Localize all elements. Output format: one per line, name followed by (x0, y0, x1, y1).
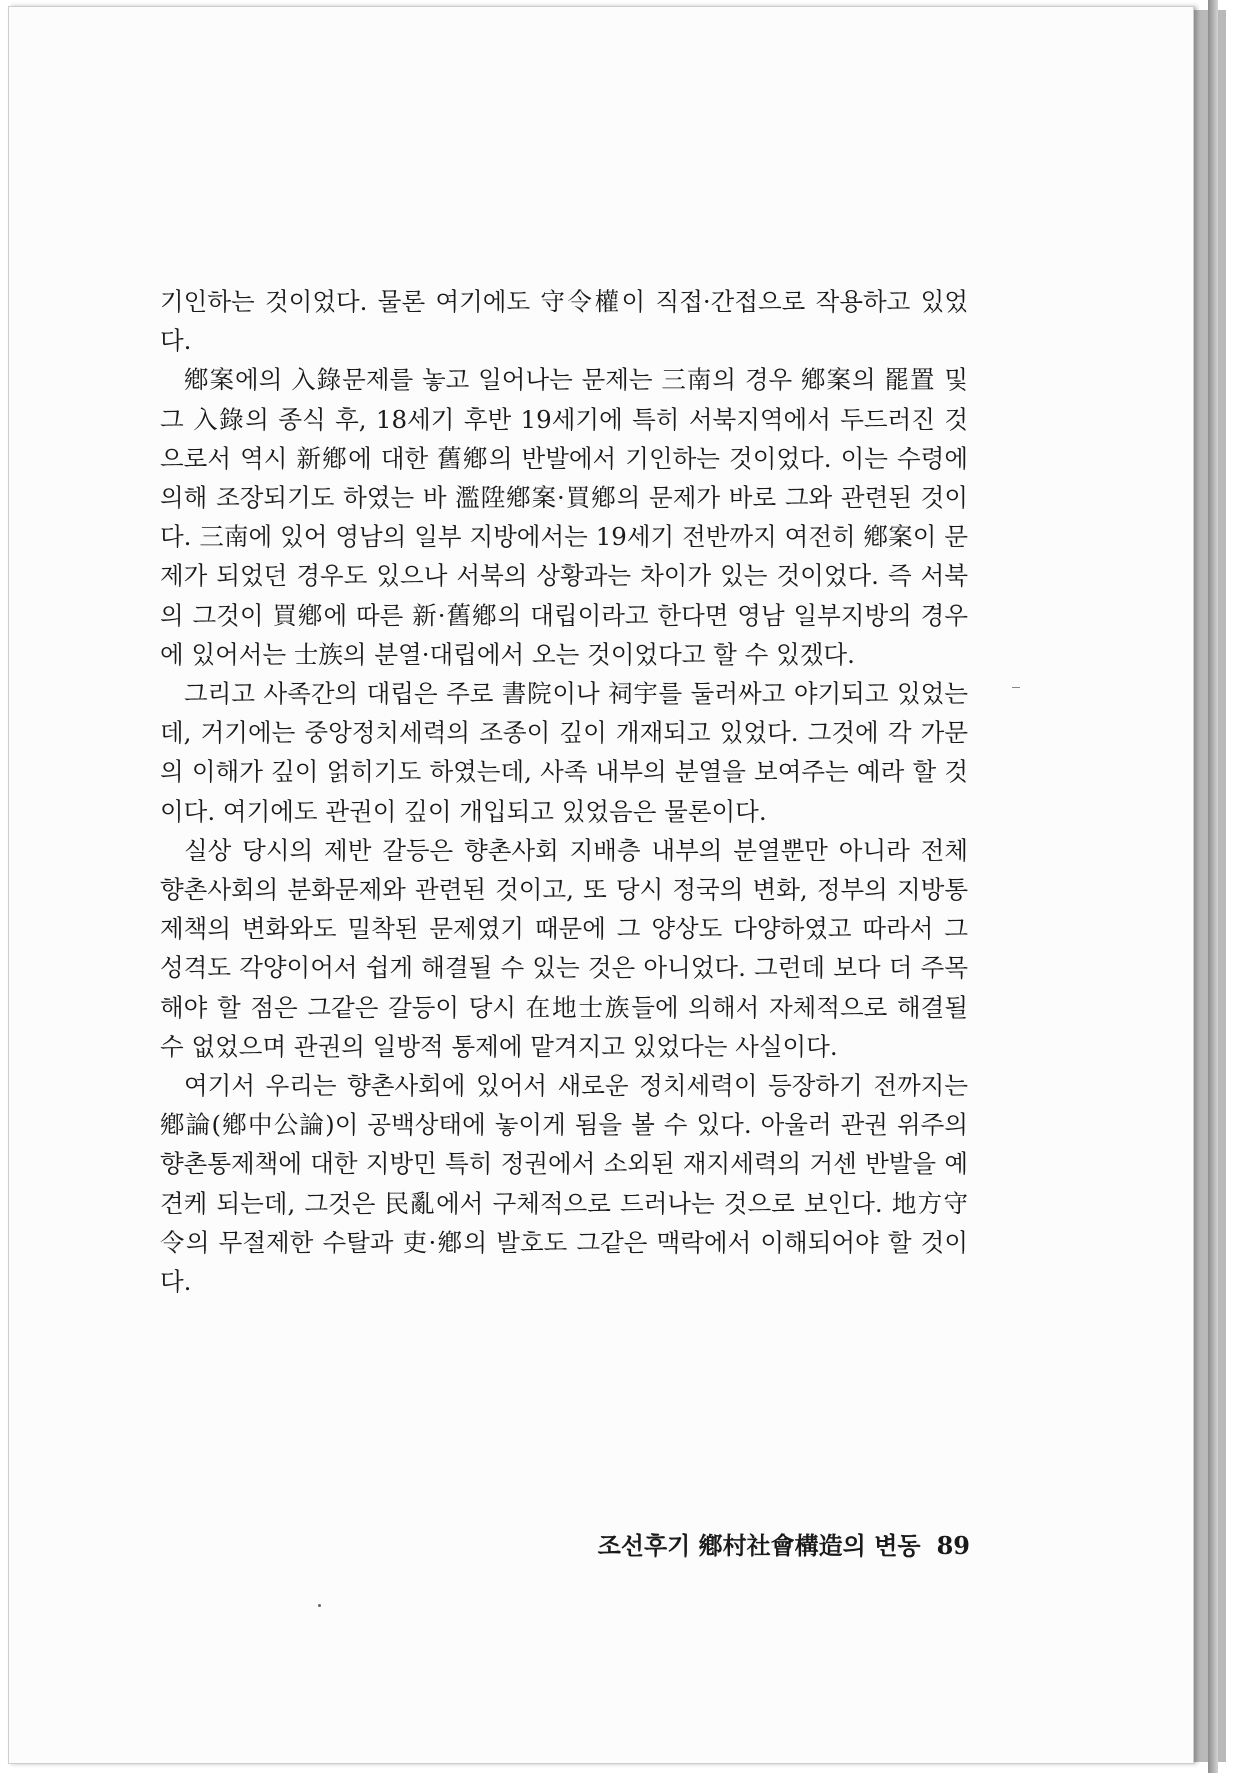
body-text (160, 282, 968, 1301)
paragraph-4: 실상 당시의 제반 갈등은 향촌사회 지배층 내부의 분열뿐만 아니라 전체 향촌사회의 분화문제와 관련된 것이고, 또 당시 정국의 변화, 정부의 지방통제책의 변화와도 밀착된 문제였기 때문에 그 양상도 다양하였고 따라서 그 성격도 각양이어서 쉽게 해결될 수 있는 것은 아니었다. 그런데 보다 더 주목해야 할 점은 그같은 갈등이 당시 在地士族들에 의해서 자체적으로 해결될 수 없었으며 관권의 일방적 통제에 맡겨지고 있었다는 사실이다. (160, 835, 968, 1061)
running-title: 조선후기 鄕村社會構造의 변동 (597, 1531, 921, 1560)
page-stack-edge (1208, 0, 1218, 1773)
margin-mark (1012, 687, 1020, 688)
paragraph-3: 그리고 사족간의 대립은 주로 書院이나 祠宇를 둘러싸고 야기되고 있었는데, 거기에는 중앙정치세력의 조종이 깊이 개재되고 있었다. 그것에 각 가문의 이해가 깊이 얽히기도 하였는데, 사족 내부의 분열을 보여주는 예라 할 것이다. 여기에도 관권이 깊이 개입되고 있었음은 물론이다. (160, 679, 968, 826)
speck-mark (318, 1604, 321, 1607)
paragraph-2: 鄕案에의 入錄문제를 놓고 일어나는 문제는 三南의 경우 鄕案의 罷置 및 그 入錄의 종식 후, 18세기 후반 19세기에 특히 서북지역에서 두드러진 것으로서 역시 新鄕에 대한 舊鄕의 반발에서 기인하는 것이었다. 이는 수령에 의해 조장되기도 하였는 바 濫陞鄕案·買鄕의 문제가 바로 그와 관련된 것이다. 三南에 있어 영남의 일부 지방에서는 19세기 전반까지 여전히 鄕案이 문제가 되었던 경우도 있으나 서북의 상황과는 차이가 있는 것이었다. 즉 서북의 그것이 買鄕에 따른 新·舊鄕의 대립이라고 한다면 영남 일부지방의 경우에 있어서는 士族의 분열·대립에서 오는 것이었다고 할 수 있겠다. (160, 365, 968, 669)
page-number: 89 (936, 1531, 970, 1560)
page-footer (560, 1526, 970, 1561)
paragraph-1: 기인하는 것이었다. 물론 여기에도 守令權이 직접·간접으로 작용하고 있었다. (160, 287, 968, 356)
paragraph-5: 여기서 우리는 향촌사회에 있어서 새로운 정치세력이 등장하기 전까지는 鄕論(鄕中公論)이 공백상태에 놓이게 됨을 볼 수 있다. 아울러 관권 위주의 향촌통제책에 대한 지방민 특히 정권에서 소외된 재지세력의 거센 반발을 예견케 되는데, 그것은 民亂에서 구체적으로 드러나는 것으로 보인다. 地方守令의 무절제한 수탈과 吏·鄕의 발호도 그같은 맥락에서 이해되어야 할 것이다. (160, 1071, 968, 1297)
